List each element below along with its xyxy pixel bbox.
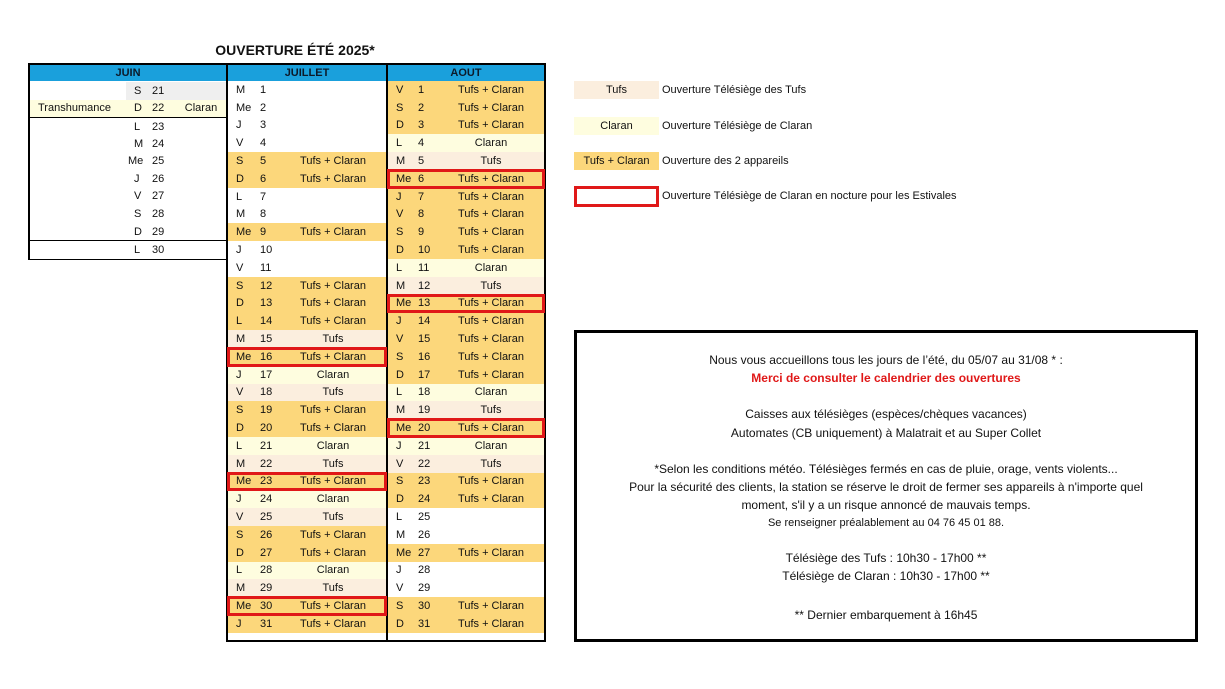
- opening-label: Tufs: [480, 155, 502, 168]
- month-header-july: JUILLET: [228, 65, 386, 81]
- info-hours-claran: Télésiège de Claran : 10h30 - 17h00 **: [782, 569, 990, 583]
- day-letter: D: [396, 617, 404, 630]
- day-letter: M: [396, 155, 406, 168]
- day-number: 3: [260, 119, 267, 132]
- opening-label: Tufs: [322, 582, 344, 595]
- juillet-day-row: [228, 490, 386, 508]
- june-day-row: [30, 170, 226, 188]
- day-letter: J: [396, 190, 402, 203]
- aout-day-row: [388, 526, 544, 544]
- day-number: 9: [418, 226, 425, 239]
- day-number: 27: [152, 190, 165, 203]
- aout-day-row: [388, 384, 544, 402]
- day-letter: L: [236, 315, 243, 328]
- june-day-row: [30, 82, 226, 100]
- info-securite-line1: Pour la sécurité des clients, la station se réserve le droit de fermer ses appareils à n'importe quel: [629, 480, 1143, 494]
- day-letter: V: [396, 83, 404, 96]
- day-number: 31: [418, 617, 431, 630]
- aout-day-row: [388, 206, 544, 224]
- day-number: 18: [260, 386, 273, 399]
- day-number: 17: [418, 368, 431, 381]
- day-letter: S: [236, 155, 244, 168]
- day-letter: M: [134, 137, 144, 150]
- day-number: 19: [260, 404, 273, 417]
- day-number: 25: [152, 155, 165, 168]
- opening-label: Tufs + Claran: [458, 83, 524, 96]
- opening-label: Tufs + Claran: [458, 493, 524, 506]
- day-number: 17: [260, 368, 273, 381]
- juillet-day-row: [228, 384, 386, 402]
- day-letter: M: [396, 404, 406, 417]
- legend-item-tufs: [574, 81, 994, 99]
- aout-day-row: [388, 437, 544, 455]
- day-number: 21: [260, 439, 273, 452]
- day-number: 13: [260, 297, 273, 310]
- day-letter: M: [236, 457, 246, 470]
- day-number: 24: [152, 137, 165, 150]
- juillet-day-row: [228, 455, 386, 473]
- aout-day-row: [388, 134, 544, 152]
- aout-day-row: [388, 170, 544, 188]
- opening-label: Tufs: [480, 404, 502, 417]
- day-number: 12: [260, 279, 273, 292]
- opening-label: Tufs + Claran: [458, 119, 524, 132]
- day-number: 23: [418, 475, 431, 488]
- day-letter: J: [236, 617, 242, 630]
- opening-label: Tufs + Claran: [300, 172, 366, 185]
- day-letter: S: [396, 226, 404, 239]
- juillet-day-row: [228, 241, 386, 259]
- day-number: 8: [418, 208, 425, 221]
- day-letter: Me: [236, 350, 252, 363]
- day-number: 30: [260, 600, 273, 613]
- day-letter: V: [396, 582, 404, 595]
- legend-swatch-both: Tufs + Claran: [574, 152, 659, 170]
- month-header-june: JUIN: [30, 65, 226, 81]
- page-title: OUVERTURE ÉTÉ 2025*: [215, 42, 375, 58]
- day-letter: D: [396, 493, 404, 506]
- day-letter: M: [236, 333, 246, 346]
- day-letter: D: [396, 244, 404, 257]
- legend-text: Ouverture Télésiège de Claran: [662, 120, 813, 132]
- legend-item-both: [574, 152, 994, 170]
- juillet-day-row: [228, 188, 386, 206]
- opening-label: Tufs + Claran: [458, 172, 524, 185]
- aout-day-row: [388, 562, 544, 580]
- opening-label: Tufs + Claran: [300, 297, 366, 310]
- day-number: 14: [260, 315, 273, 328]
- juillet-day-row: [228, 330, 386, 348]
- aout-day-row: [388, 401, 544, 419]
- opening-label: Tufs + Claran: [458, 422, 524, 435]
- june-day-row: [30, 240, 226, 259]
- info-automates: Automates (CB uniquement) à Malatrait et au Super Collet: [730, 426, 1042, 440]
- day-number: 29: [152, 225, 165, 238]
- opening-label: Tufs + Claran: [300, 528, 366, 541]
- opening-label: Tufs + Claran: [300, 226, 366, 239]
- day-number: 4: [418, 137, 425, 150]
- day-letter: Me: [396, 422, 412, 435]
- day-number: 3: [418, 119, 425, 132]
- opening-label: Tufs + Claran: [300, 279, 366, 292]
- day-letter: Me: [396, 297, 412, 310]
- legend-item-noct: [574, 187, 994, 205]
- info-meteo: *Selon les conditions météo. Télésièges fermés en cas de pluie, orage, vents violents...: [654, 462, 1118, 476]
- day-number: 18: [418, 386, 431, 399]
- juillet-day-row: [228, 117, 386, 135]
- juillet-day-row: [228, 366, 386, 384]
- day-letter: D: [396, 368, 404, 381]
- info-welcome: Nous vous accueillons tous les jours de l’été, du 05/07 au 31/08 * :: [709, 353, 1063, 367]
- day-number: 8: [260, 208, 267, 221]
- day-letter: V: [134, 190, 142, 203]
- day-number: 27: [260, 546, 273, 559]
- day-letter: L: [396, 511, 403, 524]
- juillet-day-row: [228, 348, 386, 366]
- aout-day-row: [388, 419, 544, 437]
- day-letter: L: [396, 261, 403, 274]
- opening-label: Tufs + Claran: [458, 475, 524, 488]
- juillet-day-row: [228, 437, 386, 455]
- day-letter: J: [236, 493, 242, 506]
- legend-text: Ouverture Télésiège de Claran en nocture pour les Estivales: [662, 190, 957, 202]
- june-day-row: [30, 135, 226, 153]
- day-letter: D: [134, 102, 142, 115]
- day-letter: J: [396, 564, 402, 577]
- month-july-table: [226, 63, 388, 642]
- june-day-row: [30, 152, 226, 170]
- day-number: 4: [260, 137, 267, 150]
- day-letter: S: [236, 279, 244, 292]
- info-caisses: Caisses aux télésièges (espèces/chèques vacances): [745, 407, 1027, 421]
- day-letter: L: [236, 439, 243, 452]
- juillet-day-row: [228, 99, 386, 117]
- day-number: 5: [418, 155, 425, 168]
- juillet-day-row: [228, 206, 386, 224]
- info-phone: Se renseigner préalablement au 04 76 45 01 88.: [767, 517, 1005, 529]
- day-letter: J: [236, 244, 242, 257]
- opening-label: Claran: [474, 439, 508, 452]
- day-letter: L: [396, 137, 403, 150]
- opening-label: Tufs + Claran: [458, 350, 524, 363]
- june-day-row: [30, 223, 226, 241]
- day-letter: M: [236, 83, 246, 96]
- day-number: 23: [260, 475, 273, 488]
- day-letter: S: [396, 101, 404, 114]
- opening-label: Tufs + Claran: [458, 315, 524, 328]
- day-number: 1: [418, 83, 425, 96]
- legend-swatch-claran: Claran: [574, 117, 659, 135]
- info-box: [574, 330, 1198, 642]
- opening-label: Tufs: [480, 457, 502, 470]
- day-number: 22: [152, 102, 165, 115]
- day-number: 15: [418, 333, 431, 346]
- day-number: 11: [260, 261, 272, 274]
- opening-label: Tufs + Claran: [458, 600, 524, 613]
- aout-day-row: [388, 259, 544, 277]
- juillet-day-row: [228, 544, 386, 562]
- day-number: 25: [418, 511, 431, 524]
- day-letter: V: [236, 386, 244, 399]
- day-number: 26: [418, 528, 431, 541]
- day-number: 25: [260, 511, 273, 524]
- juillet-day-row: [228, 526, 386, 544]
- day-letter: S: [236, 404, 244, 417]
- day-letter: J: [134, 172, 140, 185]
- day-number: 19: [418, 404, 431, 417]
- day-letter: V: [396, 333, 404, 346]
- juillet-day-row: [228, 312, 386, 330]
- juillet-day-row: [228, 81, 386, 99]
- day-number: 1: [260, 83, 267, 96]
- legend-item-claran: [574, 117, 994, 135]
- aout-day-row: [388, 490, 544, 508]
- opening-label: Tufs + Claran: [300, 617, 366, 630]
- opening-label: Claran: [316, 564, 350, 577]
- opening-label: Tufs: [322, 511, 344, 524]
- day-number: 11: [418, 261, 430, 274]
- opening-label: Tufs + Claran: [458, 333, 524, 346]
- opening-label: Tufs + Claran: [300, 600, 366, 613]
- legend-swatch-noct: [574, 186, 659, 207]
- month-june-table: [28, 63, 228, 260]
- info-securite-line2: moment, s'il y a un risque annoncé de mauvais temps.: [741, 498, 1031, 512]
- day-letter: Me: [236, 600, 252, 613]
- juillet-day-row: [228, 295, 386, 313]
- june-day-row: [30, 205, 226, 223]
- day-number: 24: [418, 493, 431, 506]
- aout-day-row: [388, 152, 544, 170]
- juillet-day-row: [228, 473, 386, 491]
- opening-label: Tufs: [480, 279, 502, 292]
- opening-label: Claran: [474, 386, 508, 399]
- day-letter: L: [236, 190, 243, 203]
- legend-text: Ouverture Télésiège des Tufs: [662, 84, 807, 96]
- aout-day-row: [388, 312, 544, 330]
- day-letter: J: [236, 368, 242, 381]
- legend-text: Ouverture des 2 appareils: [662, 155, 789, 167]
- day-letter: D: [396, 119, 404, 132]
- aout-day-row: [388, 81, 544, 99]
- juillet-day-row: [228, 597, 386, 615]
- day-letter: V: [236, 137, 244, 150]
- day-letter: S: [236, 528, 244, 541]
- info-consult-calendar: Merci de consulter le calendrier des ouvertures: [751, 371, 1021, 385]
- aout-day-row: [388, 455, 544, 473]
- day-number: 22: [418, 457, 431, 470]
- info-last-boarding: ** Dernier embarquement à 16h45: [794, 608, 978, 622]
- day-letter: M: [236, 208, 246, 221]
- aout-day-row: [388, 615, 544, 633]
- day-letter: V: [236, 261, 244, 274]
- day-number: 21: [152, 84, 165, 97]
- juillet-day-row: [228, 152, 386, 170]
- opening-label: Tufs + Claran: [300, 422, 366, 435]
- aout-day-row: [388, 277, 544, 295]
- day-number: 24: [260, 493, 273, 506]
- day-letter: M: [236, 582, 246, 595]
- opening-label: Claran: [474, 261, 508, 274]
- info-hours-tufs: Télésiège des Tufs : 10h30 - 17h00 **: [785, 551, 987, 565]
- day-number: 5: [260, 155, 267, 168]
- day-number: 21: [418, 439, 431, 452]
- legend-swatch-tufs: Tufs: [574, 81, 659, 99]
- day-letter: D: [134, 225, 142, 238]
- day-letter: Me: [128, 155, 144, 168]
- juillet-day-row: [228, 562, 386, 580]
- juillet-day-row: [228, 615, 386, 633]
- day-number: 26: [260, 528, 273, 541]
- day-number: 10: [418, 244, 431, 257]
- opening-label: Tufs: [322, 386, 344, 399]
- day-number: 14: [418, 315, 431, 328]
- opening-label: Tufs + Claran: [458, 546, 524, 559]
- day-number: 27: [418, 546, 431, 559]
- aout-day-row: [388, 99, 544, 117]
- opening-label: Tufs + Claran: [300, 315, 366, 328]
- opening-label: Tufs + Claran: [458, 226, 524, 239]
- day-letter: D: [236, 172, 244, 185]
- june-day-row: [30, 100, 226, 118]
- day-letter: L: [134, 244, 141, 257]
- day-letter: D: [236, 422, 244, 435]
- juillet-day-row: [228, 170, 386, 188]
- day-number: 31: [260, 617, 273, 630]
- day-number: 16: [418, 350, 431, 363]
- day-number: 20: [418, 422, 431, 435]
- aout-day-row: [388, 544, 544, 562]
- day-letter: S: [396, 600, 404, 613]
- june-day-row: [30, 188, 226, 206]
- juillet-day-row: [228, 223, 386, 241]
- opening-label: Tufs + Claran: [458, 244, 524, 257]
- opening-label: Claran: [316, 368, 350, 381]
- day-number: 29: [418, 582, 431, 595]
- aout-day-row: [388, 473, 544, 491]
- day-number: 26: [152, 172, 165, 185]
- aout-day-row: [388, 241, 544, 259]
- opening-label: Tufs + Claran: [300, 155, 366, 168]
- juillet-day-row: [228, 277, 386, 295]
- opening-label: Claran: [184, 102, 218, 115]
- day-letter: S: [134, 207, 142, 220]
- juillet-day-row: [228, 579, 386, 597]
- day-letter: Me: [396, 172, 412, 185]
- month-august-table: [386, 63, 546, 642]
- day-number: 12: [418, 279, 431, 292]
- day-letter: Me: [236, 475, 252, 488]
- opening-label: Tufs: [322, 333, 344, 346]
- juillet-day-row: [228, 508, 386, 526]
- aout-day-row: [388, 117, 544, 135]
- opening-label: Tufs + Claran: [458, 101, 524, 114]
- aout-day-row: [388, 348, 544, 366]
- aout-day-row: [388, 223, 544, 241]
- day-letter: V: [396, 208, 404, 221]
- day-letter: Me: [396, 546, 412, 559]
- transhumance-label: Transhumance: [38, 102, 111, 115]
- day-number: 2: [260, 101, 267, 114]
- juillet-day-row: [228, 259, 386, 277]
- day-letter: J: [396, 315, 402, 328]
- day-number: 16: [260, 350, 273, 363]
- day-letter: Me: [236, 101, 252, 114]
- day-number: 7: [260, 190, 267, 203]
- opening-label: Tufs + Claran: [300, 475, 366, 488]
- opening-label: Tufs + Claran: [458, 208, 524, 221]
- aout-day-row: [388, 366, 544, 384]
- day-number: 28: [418, 564, 431, 577]
- day-number: 2: [418, 101, 425, 114]
- day-letter: L: [134, 120, 141, 133]
- day-number: 30: [152, 244, 165, 257]
- juillet-day-row: [228, 401, 386, 419]
- opening-label: Tufs: [322, 457, 344, 470]
- day-letter: V: [236, 511, 244, 524]
- aout-day-row: [388, 508, 544, 526]
- aout-day-row: [388, 330, 544, 348]
- day-letter: L: [396, 386, 403, 399]
- day-letter: S: [396, 475, 404, 488]
- day-number: 28: [260, 564, 273, 577]
- day-letter: S: [134, 84, 142, 97]
- aout-day-row: [388, 188, 544, 206]
- opening-label: Tufs + Claran: [300, 546, 366, 559]
- day-number: 6: [260, 172, 267, 185]
- day-number: 30: [418, 600, 431, 613]
- day-number: 6: [418, 172, 425, 185]
- day-letter: Me: [236, 226, 252, 239]
- aout-day-row: [388, 295, 544, 313]
- aout-day-row: [388, 579, 544, 597]
- opening-label: Tufs + Claran: [300, 350, 366, 363]
- opening-label: Tufs + Claran: [300, 404, 366, 417]
- opening-label: Tufs + Claran: [458, 297, 524, 310]
- day-letter: J: [396, 439, 402, 452]
- opening-label: Claran: [316, 439, 350, 452]
- day-number: 28: [152, 207, 165, 220]
- day-letter: D: [236, 297, 244, 310]
- aout-day-row: [388, 597, 544, 615]
- opening-label: Claran: [474, 137, 508, 150]
- day-number: 20: [260, 422, 273, 435]
- opening-label: Tufs + Claran: [458, 617, 524, 630]
- day-number: 15: [260, 333, 273, 346]
- juillet-day-row: [228, 419, 386, 437]
- day-letter: M: [396, 528, 406, 541]
- juillet-day-row: [228, 134, 386, 152]
- day-letter: S: [396, 350, 404, 363]
- day-number: 13: [418, 297, 431, 310]
- day-number: 23: [152, 120, 165, 133]
- day-letter: V: [396, 457, 404, 470]
- day-number: 7: [418, 190, 425, 203]
- day-letter: J: [236, 119, 242, 132]
- day-number: 9: [260, 226, 267, 239]
- june-day-row: [30, 117, 226, 136]
- day-number: 22: [260, 457, 273, 470]
- day-letter: M: [396, 279, 406, 292]
- day-number: 29: [260, 582, 273, 595]
- day-letter: D: [236, 546, 244, 559]
- day-number: 10: [260, 244, 273, 257]
- day-letter: L: [236, 564, 243, 577]
- month-header-august: AOUT: [388, 65, 544, 81]
- opening-label: Tufs + Claran: [458, 190, 524, 203]
- opening-label: Claran: [316, 493, 350, 506]
- opening-label: Tufs + Claran: [458, 368, 524, 381]
